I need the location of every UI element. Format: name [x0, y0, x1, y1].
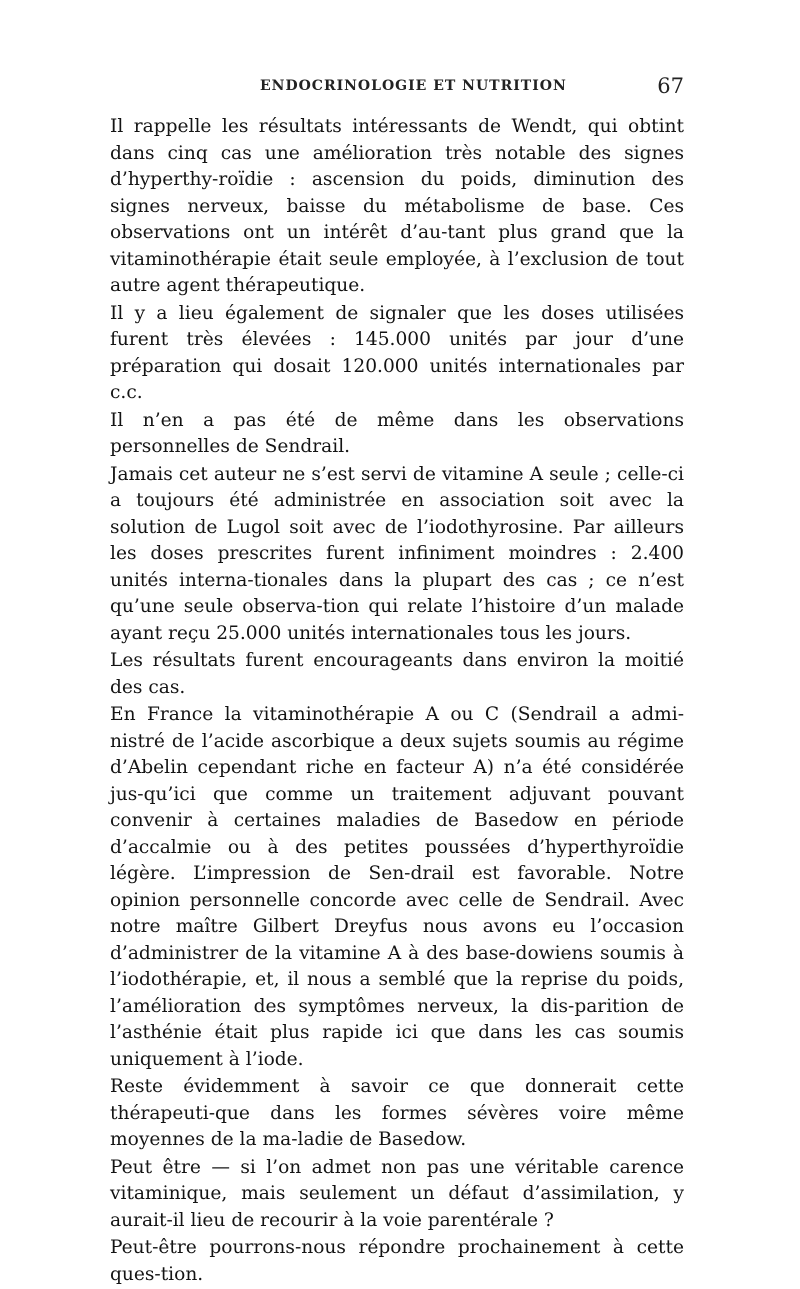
paragraph-vitamin-a-association: Jamais cet auteur ne s’est servi de vitamine A seule ; celle-ci a toujours été administrée en association soit avec la solution de Lugol soit avec de l’iodothyrosine. Par ailleurs les doses prescrites furent infiniment moindres : 2.400 unités interna-tionales dans la plupart des cas ; ce n’est qu’une seule observa-tion qui relate l’histoire d’un malade ayant reçu 25.000 unités internationales tous les jours.	[110, 463, 684, 644]
paragraph-wendt-results: Il rappelle les résultats intéressants de Wendt, qui obtint dans cinq cas une amélioration très notable des signes d’hyperthy-roïdie : ascension du poids, diminution des signes nerveux, baisse du métabolisme de base. Ces observations ont un intérêt d’au-tant plus grand que la vitaminothérapie était seule employée, à l’exclusion de tout autre agent thérapeutique.	[110, 116, 684, 296]
paragraph-severe-forms: Reste évidemment à savoir ce que donnerait cette thérapeuti-que dans les formes sévères voire même moyennes de la ma-ladie de Basedow.	[110, 1076, 684, 1150]
paragraph-france-vitaminotherapy: En France la vitaminothérapie A ou C (Sendrail a admi-nistré de l’acide ascorbique a deux sujets soumis au régime d’Abelin cependant riche en facteur A) n’a été considérée jus-qu’ici que comme un traitement adjuvant pouvant convenir à certaines maladies de Basedow en période d’accalmie ou à des petites poussées d’hyperthyroïdie légère. L’impression de Sen-drail est favorable. Notre opinion personnelle concorde avec celle de Sendrail. Avec notre maître Gilbert Dreyfus nous avons eu l’occasion d’administrer de la vitamine A à des base-dowiens soumis à l’iodothérapie, et, il nous a semblé que la reprise du poids, l’amélioration des symptômes nerveux, la dis-parition de l’asthénie était plus rapide ici que dans les cas soumis uniquement à l’iode.	[110, 704, 684, 1070]
paragraph-closing: Peut-être pourrons-nous répondre prochainement à cette ques-tion.	[110, 1237, 684, 1285]
paragraph-encouraging-results: Les résultats furent encourageants dans environ la moitié des cas.	[110, 650, 684, 698]
paragraph-sendrail-observations: Il n’en a pas été de même dans les observations personnelles de Sendrail.	[110, 409, 684, 457]
running-title: ENDOCRINOLOGIE ET NUTRITION	[260, 78, 567, 94]
paragraph-high-doses: Il y a lieu également de signaler que les doses utilisées furent très élevées : 145.000 unités par jour d’une préparation qui dosait 120.000 unités internationales par c.c.	[110, 302, 684, 403]
body-text	[110, 114, 684, 1289]
paragraph-parenteral-route: Peut être — si l’on admet non pas une véritable carence vitaminique, mais seulement un défaut d’assimilation, y aurait-il lieu de recourir à la voie parentérale ?	[110, 1156, 684, 1231]
page-header	[110, 76, 684, 102]
page-number: 67	[657, 74, 684, 98]
